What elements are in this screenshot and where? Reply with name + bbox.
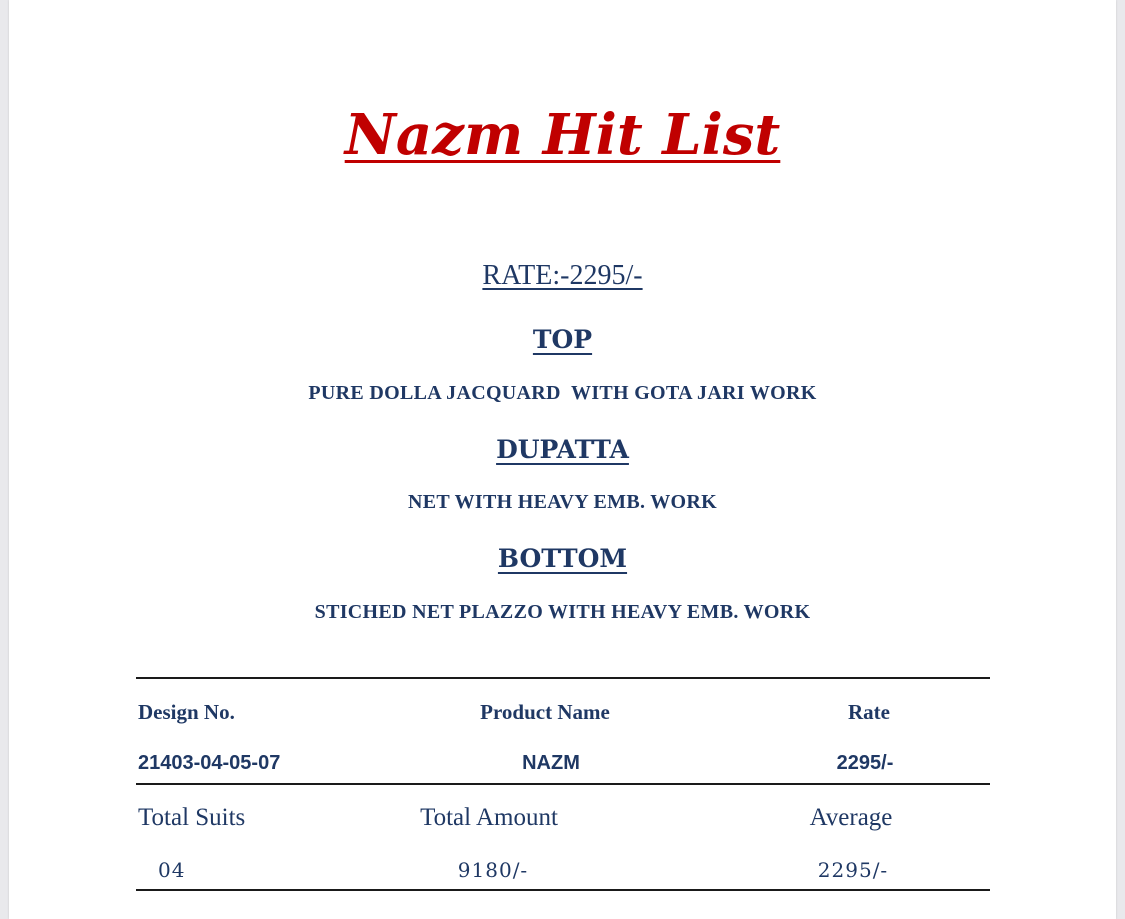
- cell-design-no: 21403-04-05-07: [138, 752, 281, 774]
- table-top-rule: [136, 677, 990, 679]
- cell-total-suits: 04: [158, 858, 186, 882]
- section-description-dupatta: NET WITH HEAVY EMB. WORK: [408, 491, 717, 513]
- document-title: Nazm Hit List: [344, 102, 781, 168]
- cell-average: 2295/-: [817, 858, 889, 882]
- header-average: Average: [809, 804, 893, 831]
- header-total-suits: Total Suits: [138, 804, 246, 831]
- header-rate: Rate: [848, 700, 890, 724]
- table-middle-rule: [136, 783, 990, 785]
- cell-product-name: NAZM: [522, 752, 580, 774]
- cell-total-amount: 9180/-: [457, 858, 529, 882]
- section-heading-top: TOP: [532, 325, 593, 354]
- section-heading-dupatta: DUPATTA: [496, 435, 629, 464]
- header-product-name: Product Name: [480, 700, 610, 724]
- header-total-amount: Total Amount: [420, 804, 558, 831]
- section-description-bottom: STICHED NET PLAZZO WITH HEAVY EMB. WORK: [314, 601, 811, 623]
- section-heading-bottom: BOTTOM: [497, 544, 628, 573]
- table-bottom-rule: [136, 889, 990, 891]
- document-page: [9, 0, 1116, 919]
- header-design-no: Design No.: [138, 700, 235, 724]
- rate-line: RATE:-2295/-: [482, 260, 643, 291]
- cell-rate: 2295/-: [836, 752, 894, 774]
- section-description-top: PURE DOLLA JACQUARD WITH GOTA JARI WORK: [308, 382, 817, 404]
